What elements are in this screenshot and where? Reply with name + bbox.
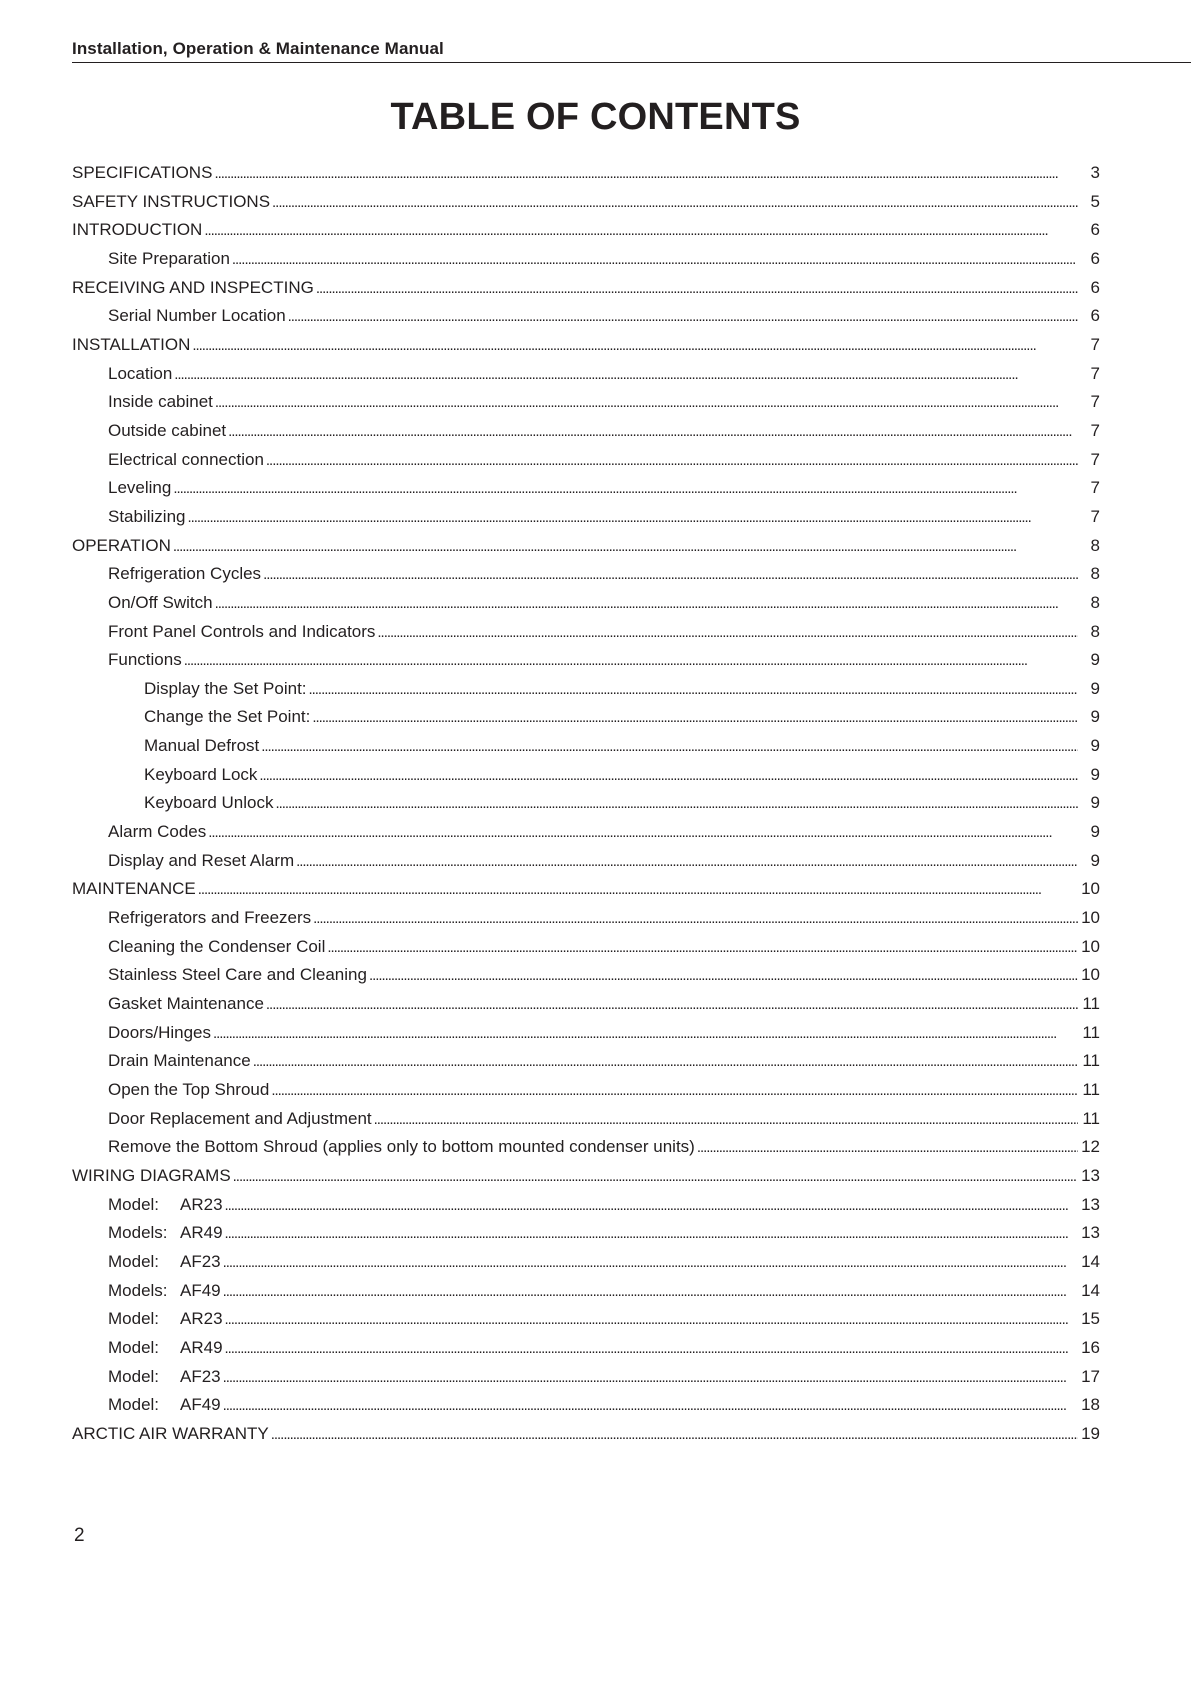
dot-leader bbox=[233, 1162, 1078, 1192]
toc-entry[interactable] bbox=[72, 1105, 1100, 1134]
toc-entry-page: 9 bbox=[1090, 822, 1100, 842]
dot-leader bbox=[261, 732, 1078, 762]
toc-entry-label: SPECIFICATIONS bbox=[72, 163, 213, 182]
toc-entry[interactable] bbox=[72, 159, 1100, 188]
toc-entry-model-code: AF49 bbox=[180, 1280, 221, 1300]
toc-entry[interactable] bbox=[72, 990, 1100, 1019]
toc-entry[interactable] bbox=[72, 1391, 1100, 1420]
toc-entry-label: SAFETY INSTRUCTIONS bbox=[72, 191, 271, 211]
toc-entry-page: 11 bbox=[1082, 1108, 1100, 1128]
toc-entry-label: On/Off Switch bbox=[108, 592, 213, 612]
toc-entry-model-code: AF23 bbox=[180, 1366, 221, 1386]
dot-leader bbox=[215, 388, 1078, 418]
toc-entry-page: 9 bbox=[1090, 650, 1100, 670]
toc-entry-label: OPERATION bbox=[72, 535, 171, 555]
dot-leader bbox=[275, 789, 1078, 819]
running-header bbox=[72, 38, 1191, 63]
toc-entry-model-keyword: Model: bbox=[108, 1194, 160, 1214]
toc-entry-label: Gasket Maintenance bbox=[108, 994, 264, 1014]
toc-entry-page: 8 bbox=[1090, 564, 1100, 584]
toc-entry-page: 8 bbox=[1090, 621, 1100, 641]
toc-entry-page: 10 bbox=[1081, 908, 1100, 928]
dot-leader bbox=[215, 589, 1078, 619]
toc-entry[interactable] bbox=[72, 302, 1100, 331]
toc-entry-page: 12 bbox=[1081, 1137, 1100, 1157]
toc-entry-page: 16 bbox=[1081, 1337, 1100, 1357]
header-text: Installation, Operation & Maintenance Manual bbox=[72, 39, 444, 58]
toc-entry-label: Electrical connection bbox=[108, 449, 264, 469]
toc-entry-model-keyword: Model: bbox=[108, 1337, 160, 1357]
toc-entry[interactable] bbox=[72, 589, 1100, 618]
toc-entry-label: Change the Set Point: bbox=[144, 707, 311, 727]
toc-entry-label bbox=[108, 1219, 223, 1248]
toc-entry[interactable] bbox=[72, 331, 1100, 360]
toc-entry-label: Alarm Codes bbox=[108, 822, 207, 842]
toc-entry[interactable] bbox=[72, 216, 1100, 245]
toc-entry-page: 15 bbox=[1081, 1309, 1100, 1329]
dot-leader bbox=[214, 159, 1078, 189]
dot-leader bbox=[204, 216, 1078, 246]
dot-leader bbox=[223, 1277, 1078, 1307]
page-title: TABLE OF CONTENTS bbox=[390, 96, 801, 138]
table-of-contents bbox=[72, 159, 1100, 1449]
toc-entry-label: Location bbox=[108, 363, 173, 383]
toc-entry-label: Stainless Steel Care and Cleaning bbox=[108, 965, 367, 985]
toc-entry-page: 10 bbox=[1081, 879, 1100, 899]
toc-entry-label bbox=[108, 1363, 221, 1392]
dot-leader bbox=[266, 990, 1078, 1020]
toc-entry-page: 7 bbox=[1090, 392, 1100, 412]
dot-leader bbox=[198, 875, 1078, 905]
dot-leader bbox=[259, 761, 1078, 791]
toc-entry-label bbox=[108, 1248, 221, 1277]
toc-entry[interactable] bbox=[72, 1133, 1100, 1162]
toc-entry-model-code: AR23 bbox=[180, 1309, 223, 1329]
toc-entry[interactable] bbox=[72, 1363, 1100, 1392]
toc-entry-page: 6 bbox=[1090, 277, 1100, 297]
toc-entry[interactable] bbox=[72, 904, 1100, 933]
toc-entry-page: 8 bbox=[1090, 592, 1100, 612]
dot-leader bbox=[192, 331, 1078, 361]
page-number: 2 bbox=[74, 1525, 85, 1546]
toc-entry[interactable] bbox=[72, 388, 1100, 417]
dot-leader bbox=[223, 1363, 1078, 1393]
dot-leader bbox=[271, 1076, 1078, 1106]
toc-entry-label: Display the Set Point: bbox=[144, 678, 307, 698]
dot-leader bbox=[697, 1133, 1078, 1163]
toc-entry-model-keyword: Models: bbox=[108, 1223, 168, 1243]
toc-entry-page: 11 bbox=[1082, 1022, 1100, 1042]
toc-entry-label: Cleaning the Condenser Coil bbox=[108, 936, 326, 956]
toc-entry-model-keyword: Model: bbox=[108, 1309, 160, 1329]
dot-leader bbox=[232, 245, 1078, 275]
toc-entry-page: 11 bbox=[1082, 1051, 1100, 1071]
dot-leader bbox=[288, 302, 1078, 332]
toc-entry-label: ARCTIC AIR WARRANTY bbox=[72, 1423, 269, 1443]
dot-leader bbox=[253, 1047, 1078, 1077]
toc-entry-label: Refrigeration Cycles bbox=[108, 564, 262, 584]
dot-leader bbox=[377, 618, 1078, 648]
toc-entry-page: 14 bbox=[1081, 1251, 1100, 1271]
toc-entry[interactable] bbox=[72, 274, 1100, 303]
toc-entry[interactable] bbox=[72, 1334, 1100, 1363]
toc-entry-model-code: AR49 bbox=[180, 1223, 223, 1243]
toc-entry[interactable] bbox=[72, 360, 1100, 389]
dot-leader bbox=[327, 933, 1078, 963]
toc-entry-page: 6 bbox=[1090, 306, 1100, 326]
toc-entry[interactable] bbox=[72, 761, 1100, 790]
dot-leader bbox=[188, 503, 1079, 533]
toc-entry-label bbox=[108, 1305, 223, 1334]
dot-leader bbox=[173, 532, 1078, 562]
toc-entry-label: INTRODUCTION bbox=[72, 220, 203, 240]
toc-entry[interactable] bbox=[72, 1219, 1100, 1248]
dot-leader bbox=[213, 1019, 1078, 1049]
toc-entry-page: 10 bbox=[1081, 936, 1100, 956]
toc-entry[interactable] bbox=[72, 789, 1100, 818]
toc-entry-page: 10 bbox=[1081, 965, 1100, 985]
toc-entry[interactable] bbox=[72, 1047, 1100, 1076]
dot-leader bbox=[313, 904, 1078, 934]
toc-entry[interactable] bbox=[72, 1305, 1100, 1334]
dot-leader bbox=[263, 560, 1078, 590]
toc-entry[interactable] bbox=[72, 560, 1100, 589]
dot-leader bbox=[184, 646, 1078, 676]
toc-entry-label: WIRING DIAGRAMS bbox=[72, 1165, 231, 1185]
toc-entry-model-code: AF49 bbox=[180, 1395, 221, 1415]
toc-entry-label bbox=[108, 1191, 223, 1220]
toc-entry-label: Keyboard Lock bbox=[144, 764, 258, 784]
toc-entry-page: 11 bbox=[1082, 994, 1100, 1014]
toc-entry[interactable] bbox=[72, 417, 1100, 446]
toc-entry-page: 9 bbox=[1090, 850, 1100, 870]
dot-leader bbox=[208, 818, 1078, 848]
toc-entry-page: 14 bbox=[1081, 1280, 1100, 1300]
toc-entry-model-keyword: Model: bbox=[108, 1366, 160, 1386]
toc-entry[interactable] bbox=[72, 703, 1100, 732]
toc-entry-label: Display and Reset Alarm bbox=[108, 850, 295, 870]
toc-entry[interactable] bbox=[72, 1162, 1100, 1191]
toc-entry[interactable] bbox=[72, 847, 1100, 876]
toc-entry-label: Refrigerators and Freezers bbox=[108, 908, 312, 928]
dot-leader bbox=[296, 847, 1078, 877]
dot-leader bbox=[312, 703, 1078, 733]
toc-entry-page: 17 bbox=[1081, 1366, 1100, 1386]
toc-entry-label: Front Panel Controls and Indicators bbox=[108, 621, 376, 641]
toc-entry-page: 13 bbox=[1081, 1194, 1100, 1214]
toc-entry[interactable] bbox=[72, 675, 1100, 704]
toc-entry[interactable] bbox=[72, 1076, 1100, 1105]
toc-entry[interactable] bbox=[72, 875, 1100, 904]
toc-entry[interactable] bbox=[72, 1248, 1100, 1277]
toc-entry-page: 7 bbox=[1090, 420, 1100, 440]
toc-entry-page: 7 bbox=[1090, 449, 1100, 469]
toc-entry-label: Open the Top Shroud bbox=[108, 1080, 270, 1099]
toc-entry[interactable] bbox=[72, 1191, 1100, 1220]
toc-entry-label: Site Preparation bbox=[108, 248, 230, 268]
dot-leader bbox=[225, 1191, 1078, 1221]
toc-entry-page: 19 bbox=[1081, 1423, 1100, 1443]
toc-entry-label: Door Replacement and Adjustment bbox=[108, 1108, 372, 1128]
toc-entry-page: 7 bbox=[1090, 334, 1100, 354]
toc-entry-label: INSTALLATION bbox=[72, 334, 191, 354]
toc-entry-model-code: AR49 bbox=[180, 1337, 223, 1357]
toc-entry-label: MAINTENANCE bbox=[72, 879, 196, 899]
toc-entry-page: 6 bbox=[1090, 220, 1100, 240]
dot-leader bbox=[174, 360, 1078, 390]
toc-entry[interactable] bbox=[72, 188, 1100, 217]
toc-entry[interactable] bbox=[72, 1420, 1100, 1449]
toc-entry-page: 5 bbox=[1090, 191, 1100, 211]
toc-entry-label: Leveling bbox=[108, 478, 172, 498]
toc-entry-page: 9 bbox=[1090, 764, 1100, 784]
dot-leader bbox=[316, 274, 1078, 304]
toc-entry-page: 9 bbox=[1090, 793, 1100, 813]
toc-entry-label: Remove the Bottom Shroud (applies only to bottom mounted condenser units) bbox=[108, 1137, 695, 1157]
toc-entry[interactable] bbox=[72, 618, 1100, 647]
toc-entry-label bbox=[108, 1334, 223, 1363]
dot-leader bbox=[374, 1105, 1078, 1135]
toc-entry-model-keyword: Model: bbox=[108, 1251, 160, 1271]
toc-entry-label bbox=[108, 1391, 221, 1420]
toc-entry-page: 9 bbox=[1090, 678, 1100, 698]
toc-entry-label: RECEIVING AND INSPECTING bbox=[72, 277, 314, 297]
toc-entry[interactable] bbox=[72, 446, 1100, 475]
toc-entry-page: 6 bbox=[1090, 248, 1100, 268]
toc-entry[interactable] bbox=[72, 532, 1100, 561]
toc-entry[interactable] bbox=[72, 961, 1100, 990]
toc-entry[interactable] bbox=[72, 1019, 1100, 1048]
dot-leader bbox=[225, 1219, 1078, 1249]
toc-entry[interactable] bbox=[72, 732, 1100, 761]
toc-entry[interactable] bbox=[72, 646, 1100, 675]
toc-entry-page: 9 bbox=[1090, 736, 1100, 756]
toc-entry-page: 7 bbox=[1090, 506, 1100, 526]
dot-leader bbox=[173, 474, 1078, 504]
toc-entry[interactable] bbox=[72, 474, 1100, 503]
toc-entry[interactable] bbox=[72, 1277, 1100, 1306]
dot-leader bbox=[271, 1420, 1078, 1450]
toc-entry-label: Stabilizing bbox=[108, 506, 186, 526]
toc-entry[interactable] bbox=[72, 503, 1100, 532]
toc-entry-model-code: AR23 bbox=[180, 1194, 223, 1214]
toc-entry-page: 13 bbox=[1081, 1223, 1100, 1243]
toc-entry[interactable] bbox=[72, 933, 1100, 962]
toc-entry-label: Doors/Hinges bbox=[108, 1022, 211, 1042]
dot-leader bbox=[272, 188, 1078, 218]
toc-entry-label: Outside cabinet bbox=[108, 420, 227, 440]
toc-entry-page: 7 bbox=[1090, 478, 1100, 498]
toc-entry-page: 8 bbox=[1090, 535, 1100, 555]
toc-entry-page: 13 bbox=[1081, 1165, 1100, 1185]
toc-entry-label: Inside cabinet bbox=[108, 392, 213, 412]
toc-entry-model-code: AF23 bbox=[180, 1251, 221, 1271]
dot-leader bbox=[225, 1334, 1078, 1364]
toc-entry-model-keyword: Models: bbox=[108, 1280, 168, 1300]
toc-entry-model-keyword: Model: bbox=[108, 1395, 160, 1415]
dot-leader bbox=[228, 417, 1078, 447]
toc-entry-label: Functions bbox=[108, 650, 182, 670]
toc-entry-page: 11 bbox=[1082, 1080, 1100, 1099]
dot-leader bbox=[309, 675, 1078, 705]
toc-entry-label: Keyboard Unlock bbox=[144, 793, 274, 813]
toc-entry-page: 7 bbox=[1090, 363, 1100, 383]
toc-entry-page: 3 bbox=[1090, 163, 1100, 182]
toc-entry[interactable] bbox=[72, 818, 1100, 847]
toc-entry-label: Manual Defrost bbox=[144, 736, 260, 756]
toc-entry[interactable] bbox=[72, 245, 1100, 274]
toc-entry-page: 18 bbox=[1081, 1395, 1100, 1415]
toc-entry-label: Serial Number Location bbox=[108, 306, 286, 326]
toc-entry-label bbox=[108, 1277, 221, 1306]
toc-entry-page: 9 bbox=[1090, 707, 1100, 727]
dot-leader bbox=[369, 961, 1078, 991]
dot-leader bbox=[225, 1305, 1078, 1335]
dot-leader bbox=[223, 1248, 1078, 1278]
dot-leader bbox=[266, 446, 1078, 476]
toc-entry-label: Drain Maintenance bbox=[108, 1051, 251, 1071]
dot-leader bbox=[223, 1391, 1078, 1421]
